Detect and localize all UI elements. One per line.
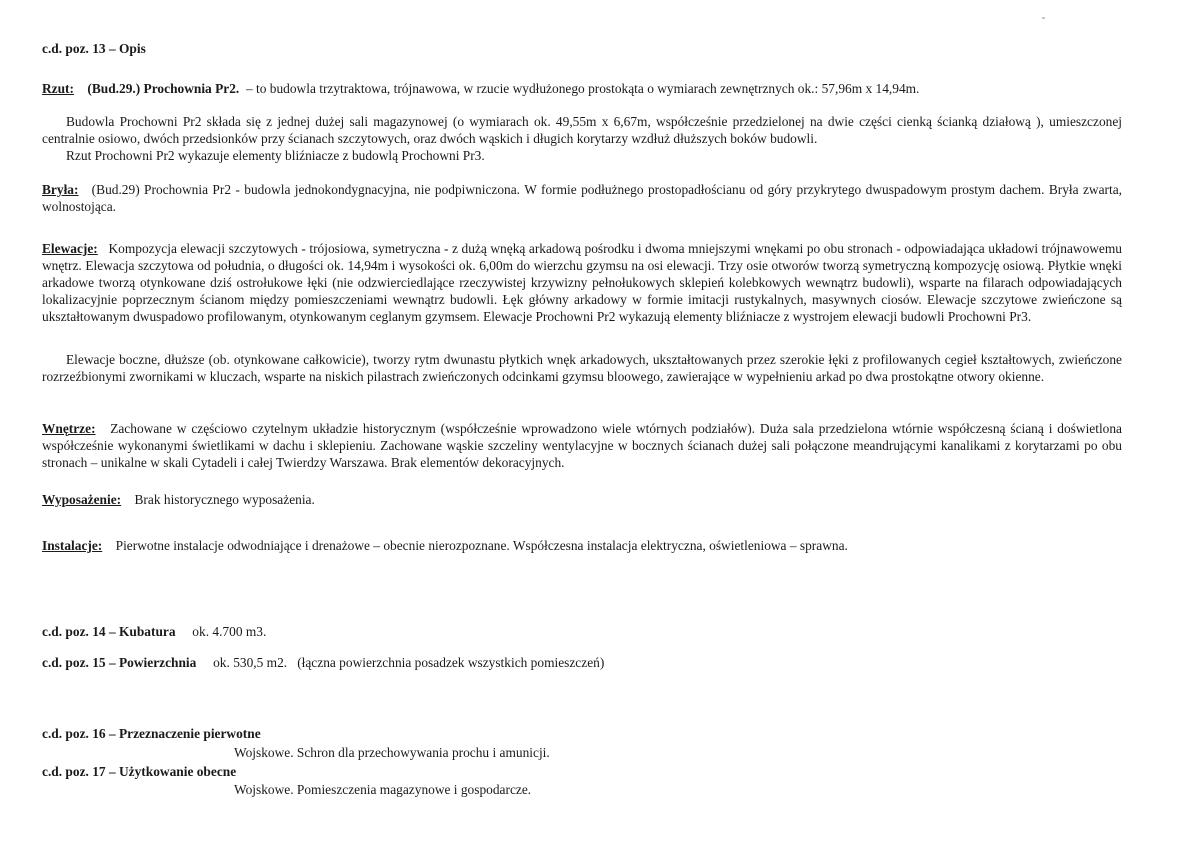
wyposazenie-label: Wyposażenie: — [42, 492, 122, 507]
rzut-heading — [42, 80, 919, 97]
poz15-note: (łączna powierzchnia posadzek wszystkich pomieszczeń) — [297, 655, 605, 670]
poz16-label: c.d. poz. 16 – Przeznaczenie pierwotne — [42, 726, 261, 741]
elewacje-text: Kompozycja elewacji szczytowych - trójosiowa, symetryczna - z dużą wnęką arkadową pośrodku i dwoma mniejszymi wnękami po obu stronach - odpowiadająca układowi trójnawowemu wnętrz. Elewacja szczytowa od południa, o długości ok. 14,94m i wysokości ok. 6,00m do wierzchu gzymsu na osi elewacji. Trzy osie otworów tworzą symetryczną kompozycję osiową. Płytkie wnęki arkadowe tworzą otynkowane dziś ostrołukowe łęki (nie odzwierciedlające rzeczywistej krzywizny pełnołukowych sklepień kolebkowych wewnątrz budowli), wsparte na filarach odpowiadających lokalizacyjnie poprzecznym ścianom między pomieszczeniami wewnątrz budowli. Łęk główny arkadowy w formie imitacji rustykalnych, masywnych ciosów. Elewacje szczytowe zwieńczone są ukształtowanym dwuspadowo profilowanym, otynkowanym ceglanym gzymsem. Elewacje Prochowni Pr2 wykazują elementy bliźniacze z wystrojem elewacji budowli Prochowni Pr3. — [42, 241, 1122, 324]
instalacje-line — [42, 537, 848, 554]
elewacje-paragraph-2: Elewacje boczne, dłuższe (ob. otynkowane całkowicie), tworzy rytm dwunastu płytkich wnęk arkadowych, ukształtowanych przez szerokie łęki z profilowanych cegieł kształtowych, zwieńczone rozrzeźbionymi zwornikami w kluczach, wsparte na niskich pilastrach zwieńczonych odcinkami gzymsu bloowego, zawierające w wypełnieniu arkad po dwa prostokątne otwory okienne. — [42, 352, 1122, 384]
wnetrze-paragraph — [42, 420, 1122, 471]
instalacje-label: Instalacje: — [42, 538, 103, 553]
elewacje-paragraph-1 — [42, 240, 1122, 325]
poz14-label: c.d. poz. 14 – Kubatura — [42, 624, 176, 639]
rzut-paragraph-1: Budowla Prochowni Pr2 składa się z jednej dużej sali magazynowej (o wymiarach ok. 49,55m x 6,67m, współcześnie przedzielonej na dwie części cienką ścianką działową ), umieszczonej centralnie osiowo, dwóch przedsionków przy ścianach szczytowych, oraz dwóch wąskich i długich korytarzy wzdłuż dłuższych boków budowli. — [42, 114, 1122, 146]
scan-speck — [1042, 17, 1045, 19]
poz15-label: c.d. poz. 15 – Powierzchnia — [42, 655, 197, 670]
poz17-value: Wojskowe. Pomieszczenia magazynowe i gospodarcze. — [234, 782, 532, 797]
poz15-line — [42, 654, 604, 671]
bryla-text: (Bud.29) Prochownia Pr2 - budowla jednokondygnacyjna, nie podpiwniczona. W formie podłużnego prostopadłościanu od góry przykrytego dwuspadowym prostym dachem. Bryła zwarta, wolnostojąca. — [42, 182, 1122, 214]
poz15-value: ok. 530,5 m2. — [213, 655, 288, 670]
rzut-text: – to budowla trzytraktowa, trójnawowa, w rzucie wydłużonego prostokąta o wymiarach zewnętrznych ok.: 57,96m x 14,94m. — [245, 81, 920, 96]
rzut-label: Rzut: — [42, 81, 74, 96]
instalacje-text: Pierwotne instalacje odwodniające i drenażowe – obecnie nierozpoznane. Współczesna instalacja elektryczna, oświetleniowa – sprawna. — [115, 538, 848, 553]
wyposazenie-text: Brak historycznego wyposażenia. — [134, 492, 315, 507]
wnetrze-label: Wnętrze: — [42, 421, 96, 436]
wyposazenie-line — [42, 491, 315, 508]
section-title: c.d. poz. 13 – Opis — [42, 41, 146, 56]
rzut-paragraph-2: Rzut Prochowni Pr2 wykazuje elementy bliźniacze z budowlą Prochowni Pr3. — [66, 148, 485, 163]
wnetrze-text: Zachowane w częściowo czytelnym układzie historycznym (współcześnie wprowadzono wiele wtórnych podziałów). Duża sala przedzielona wtórnie współczesną ścianą i doświetlona współcześnie wykonanymi świetlikami w dachu i sklepieniu. Zachowane wąskie szczeliny wentylacyjne w bocznych ścianach dużej sali połączone meandrującymi kanalikami z korytarzami po obu stronach – unikalne w skali Cytadeli i całej Twierdzy Warszawa. Brak elementów dekoracyjnych. — [42, 421, 1123, 470]
poz14-line — [42, 623, 266, 640]
rzut-building: (Bud.29.) Prochownia Pr2. — [87, 81, 240, 96]
poz14-value: ok. 4.700 m3. — [192, 624, 267, 639]
bryla-paragraph — [42, 181, 1122, 215]
poz16-value: Wojskowe. Schron dla przechowywania prochu i amunicji. — [234, 745, 550, 760]
bryla-label: Bryła: — [42, 182, 79, 197]
elewacje-label: Elewacje: — [42, 241, 98, 256]
poz17-label: c.d. poz. 17 – Użytkowanie obecne — [42, 764, 237, 779]
